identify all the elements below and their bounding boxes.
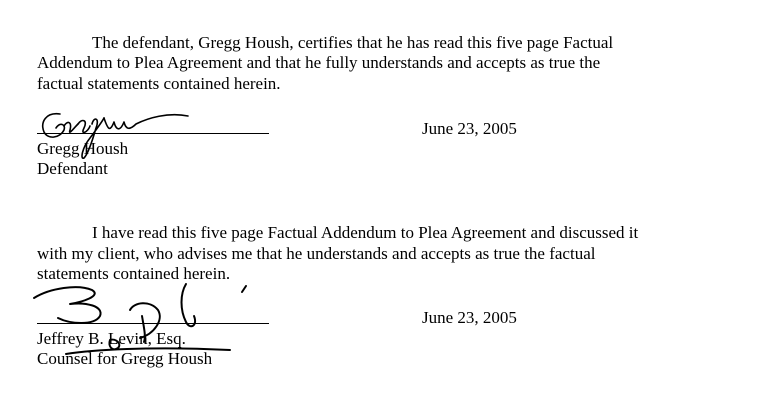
defendant-signature-line — [37, 133, 269, 134]
defendant-signature-date: June 23, 2005 — [422, 119, 517, 138]
counsel-signature-line — [37, 323, 269, 324]
counsel-paragraph-line-1: I have read this five page Factual Addendum to Plea Agreement and discussed it — [92, 223, 639, 242]
counsel-name: Jeffrey B. Levin, Esq. — [37, 329, 186, 348]
counsel-role: Counsel for Gregg Housh — [37, 349, 213, 368]
defendant-paragraph-line-3: factual statements contained herein. — [37, 74, 281, 93]
defendant-role: Defendant — [37, 159, 108, 178]
counsel-signature-date: June 23, 2005 — [422, 308, 517, 327]
defendant-name: Gregg Housh — [37, 139, 129, 158]
counsel-paragraph-line-3: statements contained herein. — [37, 264, 231, 283]
defendant-paragraph-line-2: Addendum to Plea Agreement and that he fully understands and accepts as true the — [37, 53, 601, 72]
counsel-paragraph-line-2: with my client, who advises me that he understands and accepts as true the factual — [37, 244, 596, 263]
defendant-paragraph-line-1: The defendant, Gregg Housh, certifies that he has read this five page Factual — [92, 33, 614, 52]
